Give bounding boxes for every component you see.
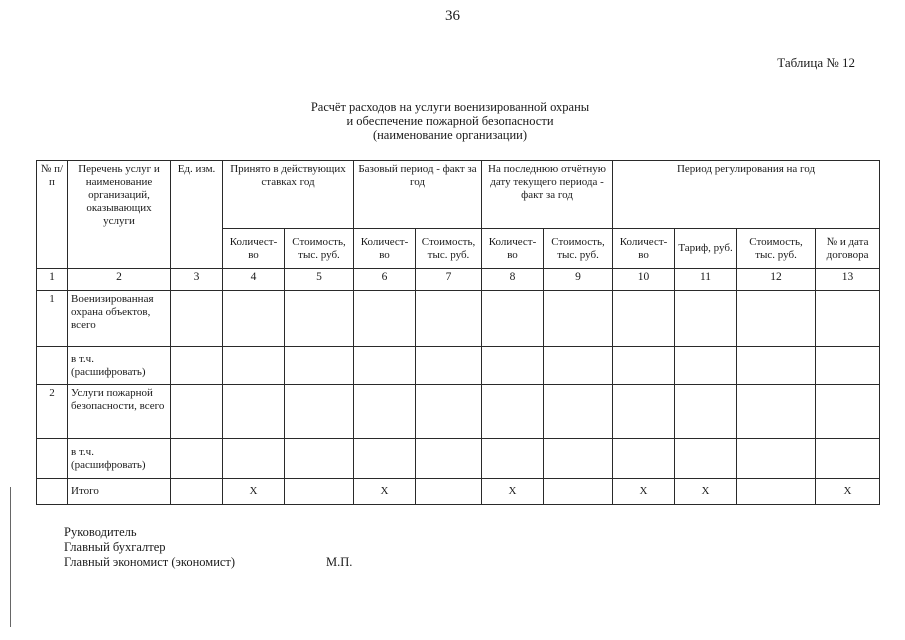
- header-services: Перечень услуг и наименование организаций, оказывающих услуги: [68, 161, 171, 269]
- table-row: [37, 347, 880, 385]
- signature-chief-economist: Главный экономист (экономист): [64, 555, 236, 569]
- title-line-1: Расчёт расходов на услуги военизированной охраны: [310, 100, 590, 114]
- title-line-2: и обеспечение пожарной безопасности: [346, 114, 554, 128]
- column-number: 10: [613, 269, 675, 291]
- column-number: 3: [171, 269, 223, 291]
- header-cost: Стоимость, тыс. руб.: [285, 229, 354, 269]
- header-row-1: [37, 161, 880, 229]
- header-qty: Количест-во: [354, 229, 416, 269]
- document-title: [250, 100, 650, 142]
- signature-head: Руководитель: [64, 525, 137, 539]
- page-number: 36: [445, 8, 460, 24]
- header-cost: Стоимость, тыс. руб.: [544, 229, 613, 269]
- column-number: 1: [37, 269, 68, 291]
- title-line-3: (наименование организации): [372, 128, 528, 142]
- column-number: 5: [285, 269, 354, 291]
- stamp-place: М.П.: [326, 555, 353, 569]
- header-regulation-period: Период регулирования на год: [613, 161, 880, 229]
- row-name: Военизированная охрана объектов, всего: [68, 291, 171, 347]
- header-qty: Количест-во: [482, 229, 544, 269]
- row-name: Услуги пожарной безопасности, всего: [68, 385, 171, 439]
- header-qty: Количест-во: [223, 229, 285, 269]
- row-name: в т.ч. (расшифровать): [68, 439, 171, 479]
- total-row: [37, 479, 880, 505]
- header-accepted: Принято в действующих ставках год: [223, 161, 354, 229]
- column-number: 13: [816, 269, 880, 291]
- table-label: Таблица № 12: [777, 55, 855, 70]
- total-mark: Х: [816, 479, 880, 505]
- total-mark: Х: [675, 479, 737, 505]
- header-num: № п/п: [37, 161, 68, 269]
- header-tariff: Тариф, руб.: [675, 229, 737, 269]
- header-qty: Количест-во: [613, 229, 675, 269]
- column-number-row: [37, 269, 880, 291]
- row-num: 1: [37, 291, 68, 347]
- total-mark: Х: [613, 479, 675, 505]
- column-number: 11: [675, 269, 737, 291]
- column-number: 8: [482, 269, 544, 291]
- signature-block: [64, 525, 235, 570]
- table-row: [37, 385, 880, 439]
- row-num: [37, 439, 68, 479]
- column-number: 12: [737, 269, 816, 291]
- expense-table: [36, 160, 880, 505]
- row-name: в т.ч. (расшифровать): [68, 347, 171, 385]
- header-cost: Стоимость, тыс. руб.: [737, 229, 816, 269]
- column-number: 6: [354, 269, 416, 291]
- total-mark: Х: [223, 479, 285, 505]
- header-contract: № и дата договора: [816, 229, 880, 269]
- column-number: 7: [416, 269, 482, 291]
- column-number: 4: [223, 269, 285, 291]
- header-cost: Стоимость, тыс. руб.: [416, 229, 482, 269]
- row-num: [37, 347, 68, 385]
- row-num: 2: [37, 385, 68, 439]
- table-row: [37, 439, 880, 479]
- header-base-period: Базовый период - факт за год: [354, 161, 482, 229]
- total-label: Итого: [68, 479, 171, 505]
- margin-mark: [10, 487, 11, 627]
- header-unit: Ед. изм.: [171, 161, 223, 269]
- table-row: [37, 291, 880, 347]
- total-mark: Х: [482, 479, 544, 505]
- signature-chief-accountant: Главный бухгалтер: [64, 540, 166, 554]
- total-mark: Х: [354, 479, 416, 505]
- column-number: 9: [544, 269, 613, 291]
- header-last-date: На последнюю отчётную дату текущего периода - факт за год: [482, 161, 613, 229]
- column-number: 2: [68, 269, 171, 291]
